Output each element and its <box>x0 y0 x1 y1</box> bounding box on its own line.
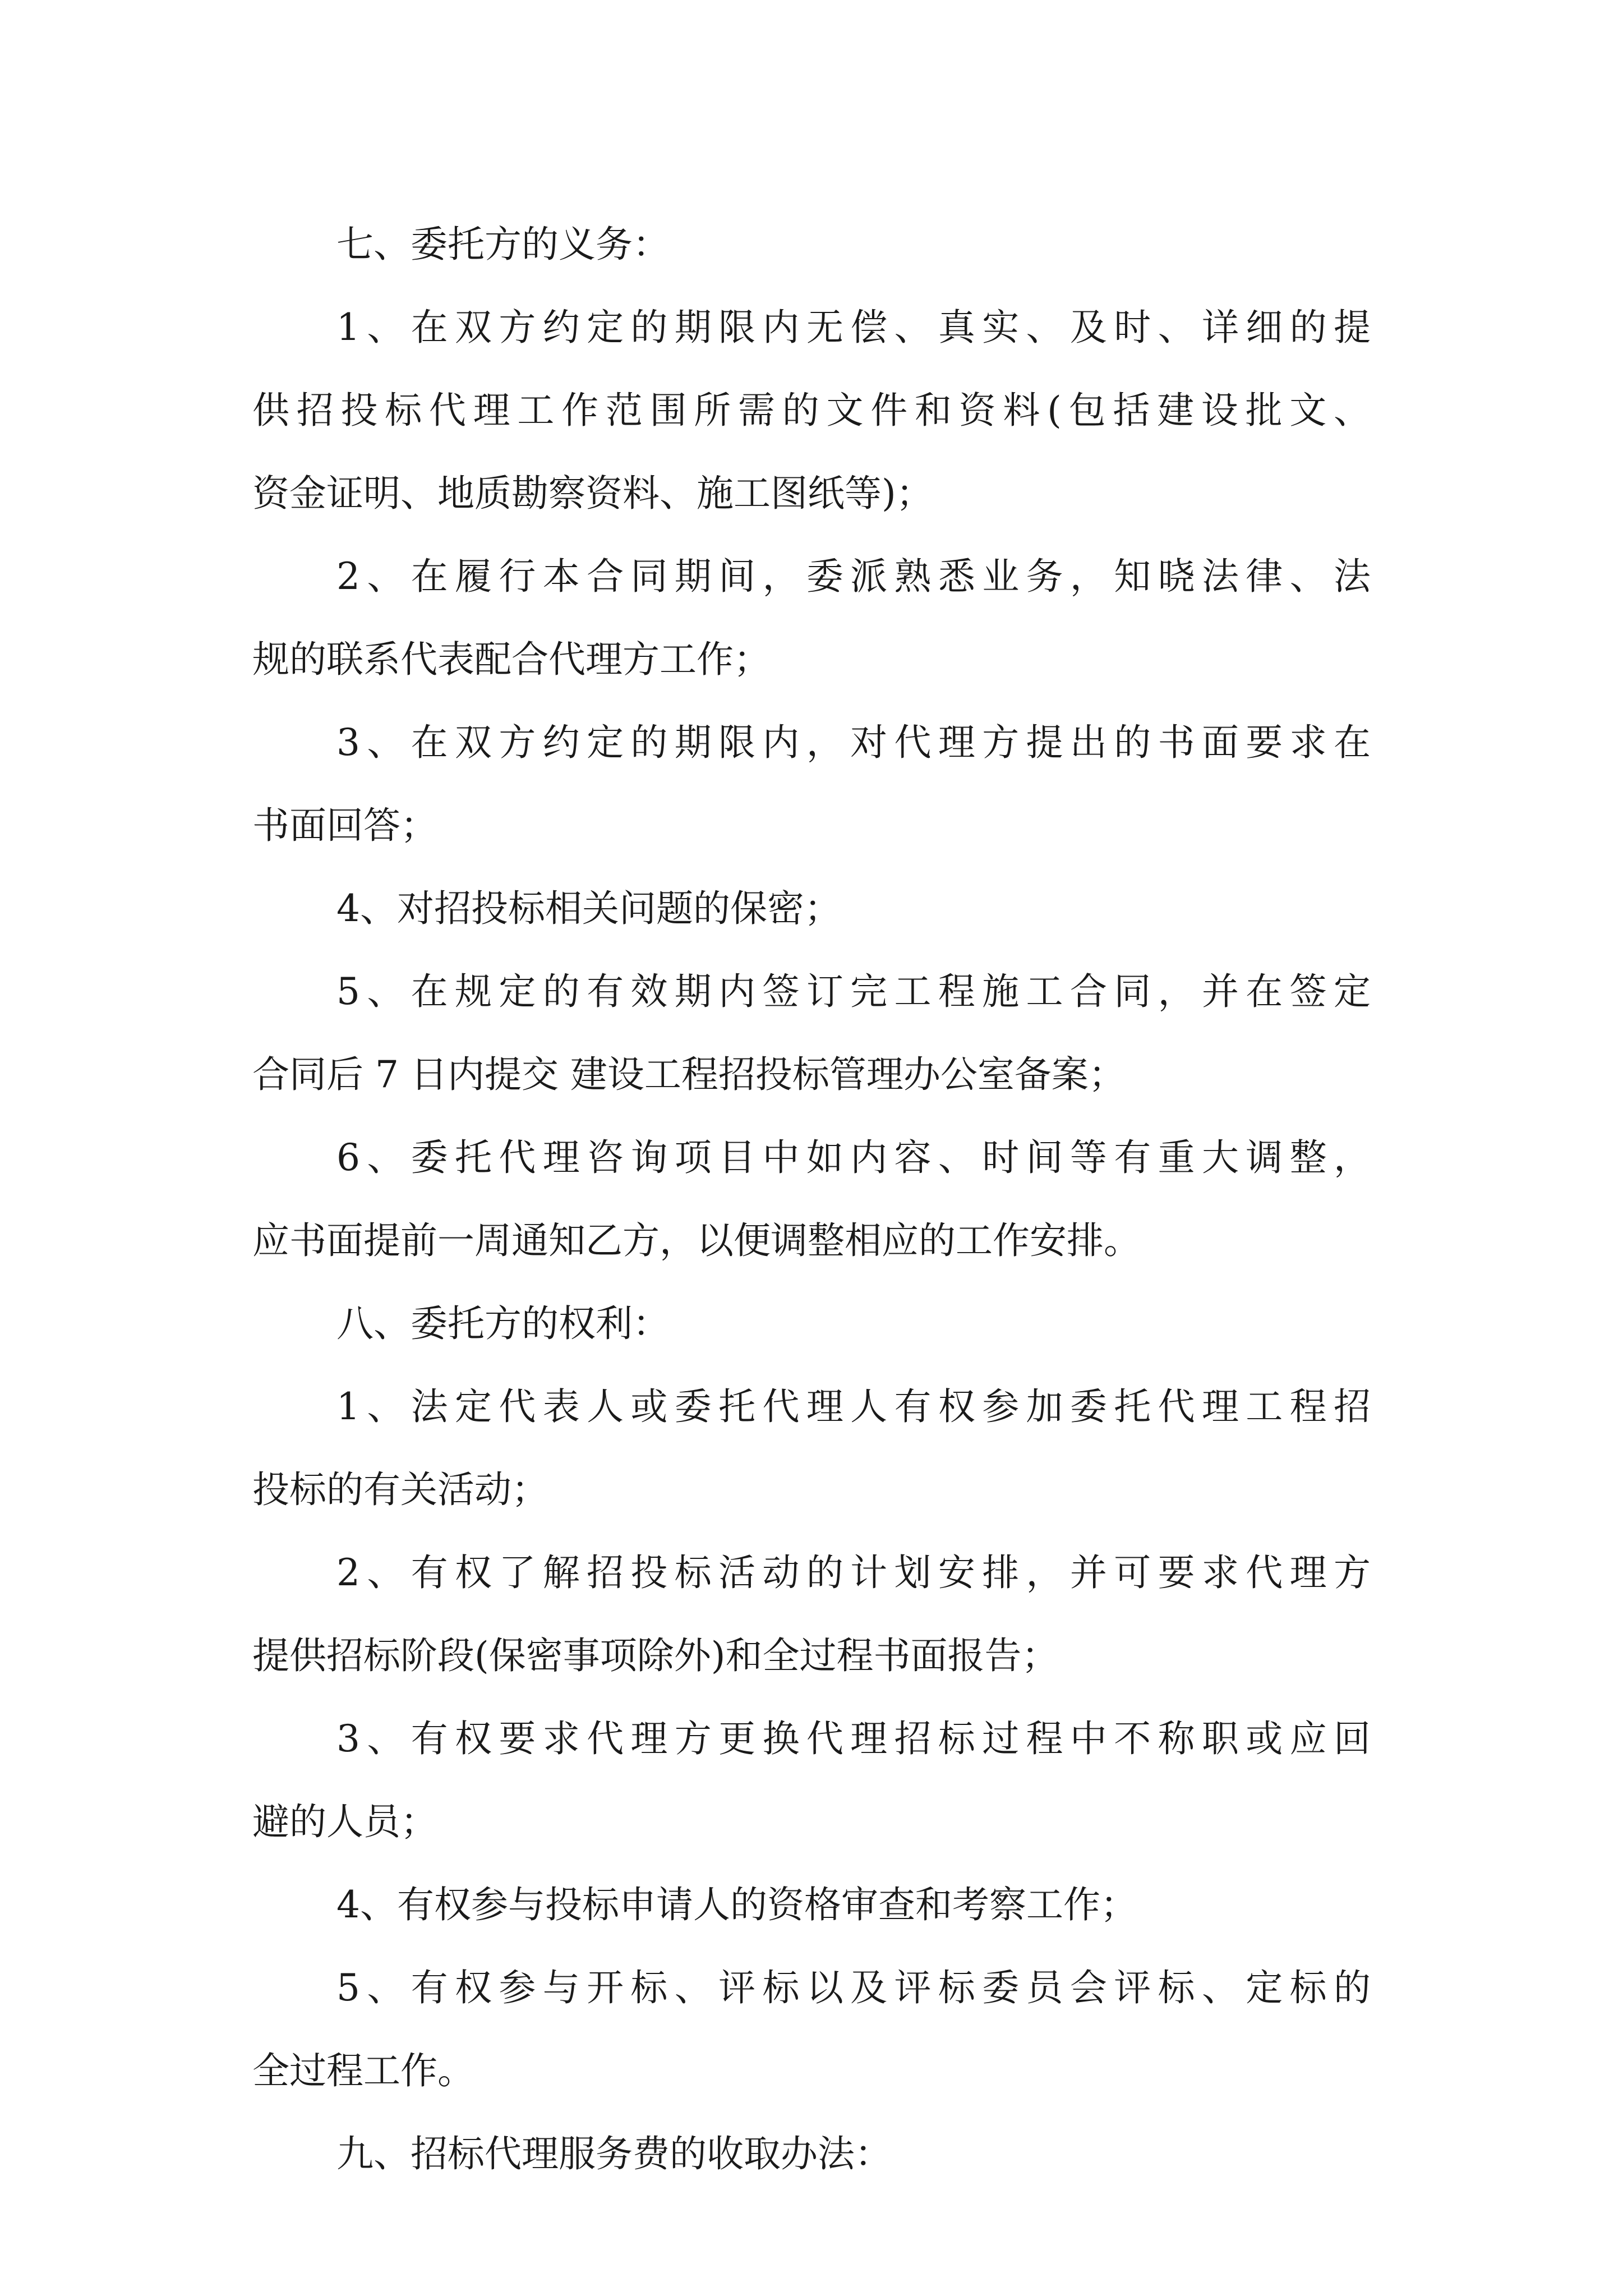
line-text: 5、有权参与开标、评标以及评标委员会评标、定标的 <box>336 1966 1371 2009</box>
line-text: 投标的有关活动； <box>252 1468 548 1511</box>
line-text: 合同后 7 日内提交 建设工程招投标管理办公室备案； <box>252 1053 1126 1096</box>
line-text: 1、在双方约定的期限内无偿、真实、及时、详细的提 <box>336 306 1371 349</box>
line-text: 6、委托代理咨询项目中如内容、时间等有重大调整， <box>336 1136 1371 1179</box>
section-heading-9 <box>0 2120 1623 2188</box>
paragraph-line <box>0 709 1623 776</box>
paragraph-line <box>0 792 1623 859</box>
paragraph-line <box>0 1788 1623 1856</box>
paragraph-line <box>0 1124 1623 1191</box>
paragraph-line <box>0 377 1623 444</box>
line-text: 3、在双方约定的期限内，对代理方提出的书面要求在 <box>336 721 1371 764</box>
line-text: 提供招标阶段(保密事项除外)和全过程书面报告； <box>252 1634 1059 1677</box>
line-text: 九、招标代理服务费的收取办法： <box>336 2132 892 2175</box>
paragraph-line <box>0 1622 1623 1690</box>
paragraph-line <box>0 460 1623 527</box>
line-text: 资金证明、地质勘察资料、施工图纸等)； <box>252 472 933 515</box>
paragraph-line <box>0 1871 1623 1939</box>
line-text: 八、委托方的权利： <box>336 1302 670 1345</box>
section-heading-7 <box>0 211 1623 278</box>
line-text: 供招投标代理工作范围所需的文件和资料(包括建设批文、 <box>252 389 1371 432</box>
paragraph-line <box>0 626 1623 693</box>
line-text: 2、在履行本合同期间，委派熟悉业务，知晓法律、法 <box>336 555 1371 598</box>
line-text: 应书面提前一周通知乙方，以便调整相应的工作安排。 <box>252 1219 1141 1262</box>
paragraph-line <box>0 2037 1623 2105</box>
paragraph-line <box>0 1456 1623 1524</box>
line-text: 3、有权要求代理方更换代理招标过程中不称职或应回 <box>336 1717 1371 1760</box>
paragraph-line <box>0 294 1623 361</box>
paragraph-line <box>0 1705 1623 1773</box>
paragraph-line <box>0 1207 1623 1274</box>
line-text: 5、在规定的有效期内签订完工程施工合同，并在签定 <box>336 970 1371 1013</box>
paragraph-line <box>0 1539 1623 1607</box>
paragraph-line <box>0 875 1623 942</box>
line-text: 避的人员； <box>252 1800 437 1843</box>
paragraph-line <box>0 1041 1623 1108</box>
line-text: 书面回答； <box>252 804 437 847</box>
line-text: 4、有权参与投标申请人的资格审查和考察工作； <box>336 1883 1137 1926</box>
paragraph-line <box>0 1954 1623 2022</box>
paragraph-line <box>0 1373 1623 1441</box>
line-text: 4、对招投标相关问题的保密； <box>336 887 841 930</box>
line-text: 七、委托方的义务： <box>336 223 670 266</box>
line-text: 1、法定代表人或委托代理人有权参加委托代理工程招 <box>336 1385 1371 1428</box>
section-heading-8 <box>0 1290 1623 1358</box>
line-text: 规的联系代表配合代理方工作； <box>252 638 771 681</box>
paragraph-line <box>0 543 1623 610</box>
paragraph-line <box>0 958 1623 1025</box>
line-text: 2、有权了解招投标活动的计划安排，并可要求代理方 <box>336 1551 1371 1594</box>
line-text: 全过程工作。 <box>252 2049 474 2092</box>
